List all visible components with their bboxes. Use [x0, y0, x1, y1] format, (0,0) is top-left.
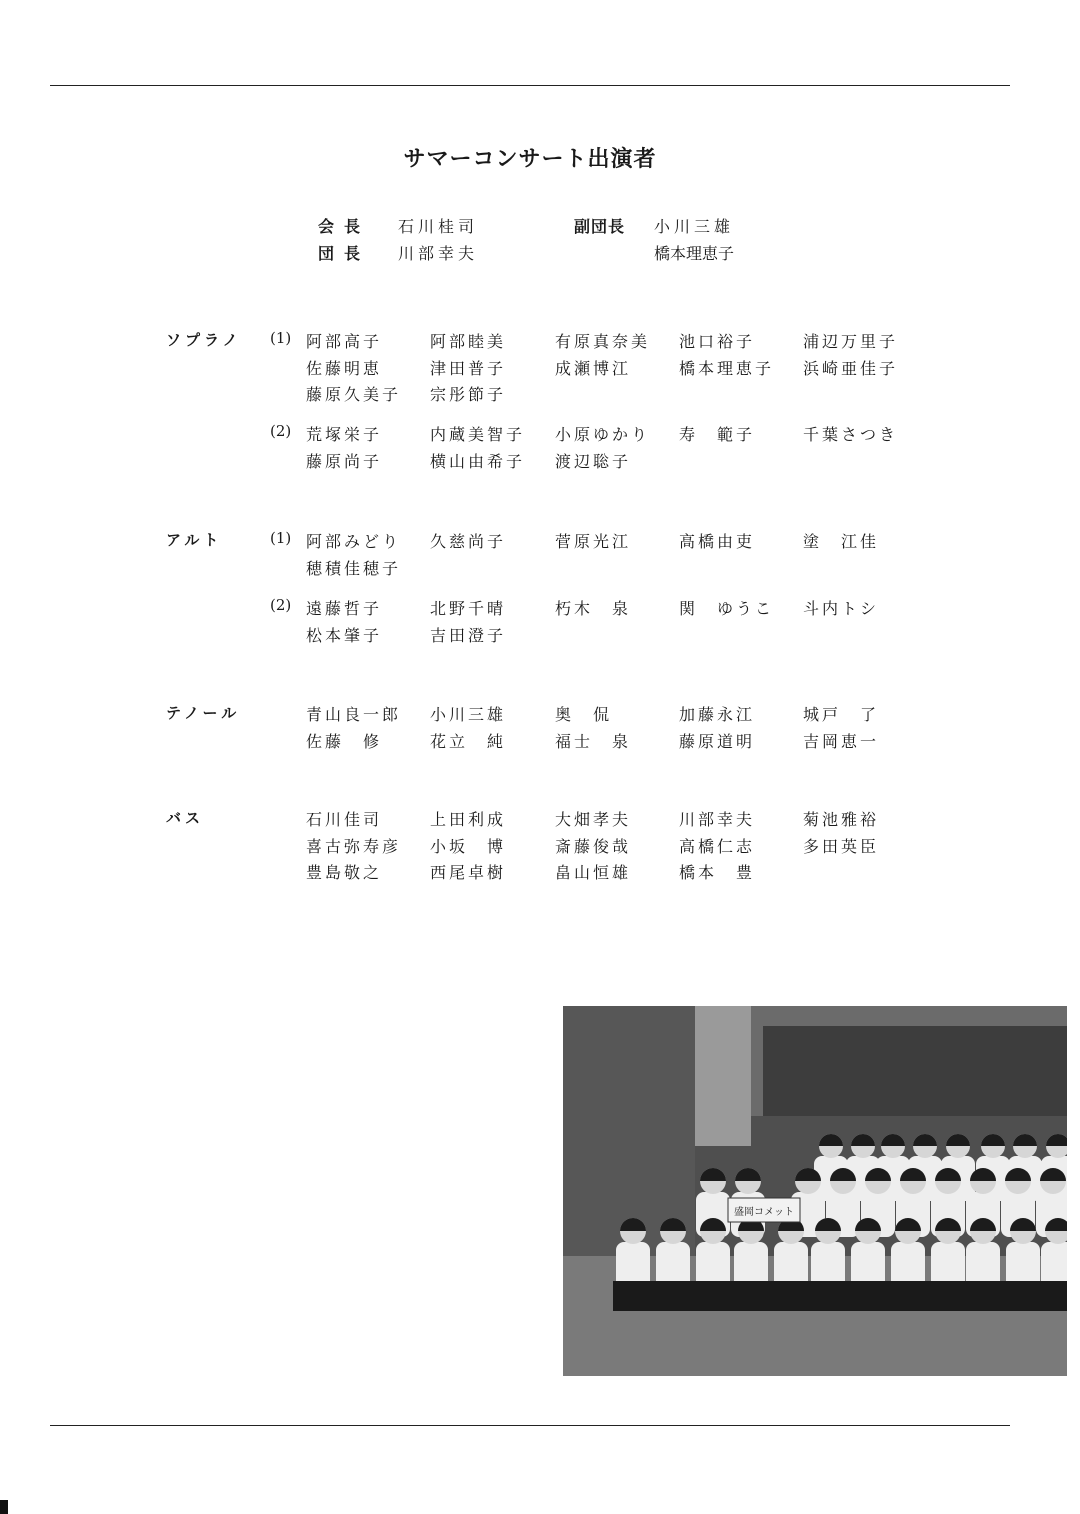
vice-leader-name: 小川三雄: [654, 217, 735, 236]
performer-name: 千葉さつき: [803, 425, 899, 444]
section-label: アルト: [166, 531, 223, 549]
performer-name: 塗 江佳: [803, 532, 880, 551]
performer-name: 畠山恒雄: [555, 863, 632, 882]
group-number: (2): [270, 596, 292, 614]
vice-leader-label: 副団長: [574, 217, 626, 236]
member-skirt: [928, 1281, 968, 1311]
section-label: テノール: [166, 704, 241, 722]
president-name: 石川桂司: [398, 217, 479, 236]
performer-name: 朽木 泉: [555, 599, 632, 618]
performer-name: 青山良一郎: [306, 705, 402, 724]
performer-name: 津田普子: [430, 358, 507, 378]
section-label: ソプラノ: [166, 331, 242, 349]
member-skirt: [613, 1281, 653, 1311]
performer-name: 松本肇子: [306, 625, 383, 645]
performer-name: 浜崎亜佳子: [803, 358, 899, 378]
performer-name: 久慈尚子: [430, 532, 507, 551]
performer-name: 渡辺聡子: [555, 451, 632, 471]
vice-leader-name: 橋本理恵子: [654, 244, 735, 263]
performer-name: 小坂 博: [430, 836, 507, 856]
performer-name: 横山由希子: [430, 451, 526, 471]
performer-name: 遠藤哲子: [306, 599, 383, 618]
performer-name: 阿部みどり: [306, 532, 402, 551]
member-skirt: [771, 1281, 811, 1311]
performer-name: 喜古弥寿彦: [306, 836, 402, 856]
page-title: サマーコンサート出演者: [403, 146, 657, 172]
group-number: (1): [270, 329, 292, 347]
section-label: バス: [166, 809, 205, 827]
president-label: 会長: [318, 217, 371, 236]
performer-name: 花立 純: [430, 731, 507, 751]
performer-name: 奥 侃: [555, 705, 613, 724]
performer-name: 内蔵美智子: [430, 425, 526, 444]
performer-name: 小原ゆかり: [555, 425, 651, 444]
member-skirt: [731, 1281, 771, 1311]
group-number: (2): [270, 422, 292, 440]
performer-name: 高橋仁志: [679, 836, 756, 856]
member-skirt: [1003, 1281, 1043, 1311]
performer-name: 橋本 豊: [679, 863, 756, 882]
photo-banner-text: 盛岡コメット: [734, 1207, 794, 1218]
group-number: (1): [270, 529, 292, 547]
performer-name: 阿部高子: [306, 332, 383, 351]
performer-name: 上田利成: [430, 810, 507, 829]
performer-name: 北野千晴: [430, 599, 507, 618]
performer-name: 小川三雄: [430, 705, 507, 724]
member-skirt: [1038, 1281, 1067, 1311]
performer-name: 斗内トシ: [803, 599, 880, 618]
performer-name: 阿部睦美: [430, 332, 507, 351]
performer-name: 川部幸夫: [679, 810, 756, 829]
performer-name: 関 ゆうこ: [679, 599, 775, 618]
performer-name: 藤原久美子: [306, 385, 402, 404]
group-photo: [563, 1006, 1067, 1376]
leader-label: 団長: [318, 244, 371, 263]
performer-name: 橋本理恵子: [679, 358, 775, 378]
performer-name: 吉岡恵一: [803, 731, 880, 751]
performer-name: 斎藤俊哉: [555, 836, 632, 856]
member-skirt: [963, 1281, 1003, 1311]
performer-name: 加藤永江: [679, 705, 756, 724]
performer-name: 吉田澄子: [430, 625, 507, 645]
performer-name: 福士 泉: [555, 731, 632, 751]
performer-name: 藤原道明: [679, 731, 756, 751]
performer-name: 有原真奈美: [555, 332, 651, 351]
performer-name: 藤原尚子: [306, 451, 383, 471]
top-rule: [50, 85, 1010, 86]
performer-name: 寿 範子: [679, 425, 756, 444]
member-skirt: [653, 1281, 693, 1311]
performer-name: 佐藤 修: [306, 731, 383, 751]
bottom-rule: [50, 1425, 1010, 1426]
performer-name: 菅原光江: [555, 532, 632, 551]
member-skirt: [693, 1281, 733, 1311]
performer-name: 佐藤明恵: [306, 358, 383, 378]
performer-name: 成瀬博江: [555, 358, 632, 378]
leader-name: 川部幸夫: [398, 244, 479, 263]
performer-name: 池口裕子: [679, 332, 756, 351]
performer-name: 大畑孝夫: [555, 810, 632, 829]
performer-name: 穂積佳穂子: [306, 558, 402, 578]
performer-name: 高橋由吏: [679, 532, 756, 551]
performer-name: 宗彤節子: [430, 385, 507, 404]
member-skirt: [848, 1281, 888, 1311]
performer-name: 多田英臣: [803, 836, 880, 856]
performer-name: 西尾卓樹: [430, 863, 507, 882]
performer-name: 菊池雅裕: [803, 810, 880, 829]
performer-name: 豊島敬之: [306, 863, 383, 882]
corner-mark: [0, 1500, 8, 1514]
performer-name: 城戸 了: [803, 705, 880, 724]
performer-name: 浦辺万里子: [803, 332, 899, 351]
member-skirt: [808, 1281, 848, 1311]
performer-name: 石川佳司: [306, 810, 383, 829]
member-skirt: [888, 1281, 928, 1311]
performer-name: 荒塚栄子: [306, 425, 383, 444]
